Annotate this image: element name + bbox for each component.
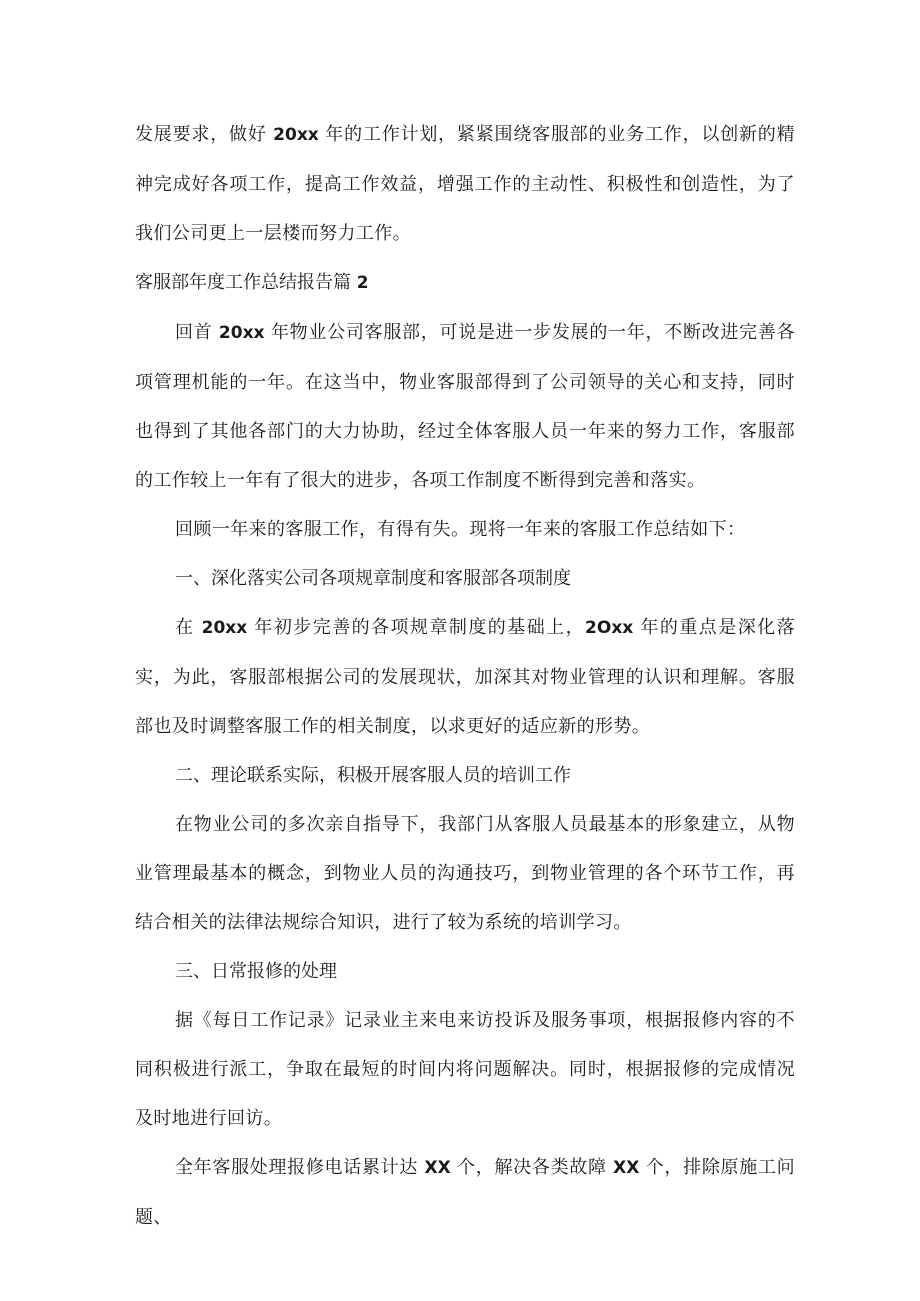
text-run: 年的工作计划，紧紧围绕客服部的业务工作，以创新的精神完成好各项工作，提高工作效益，增强工作的主动性、积极性和创造性，为了我们公司更上一层楼而努力工作。: [135, 124, 796, 244]
section-title-text: 客服部年度工作总结报告篇: [135, 272, 357, 293]
heading-3: 三、日常报修的处理: [175, 961, 337, 982]
section-number: 2: [356, 273, 369, 293]
year-text: 20xx: [273, 125, 319, 145]
year-text: 2Oxx: [585, 618, 634, 638]
heading-1: 一、深化落实公司各项规章制度和客服部各项制度: [175, 568, 571, 589]
paragraph-2: 在物业公司的多次亲自指导下，我部门从客服人员最基本的形象建立，从物业管理最基本的概念，到物业人员的沟通技巧，到物业管理的各个环节工作，再结合相关的法律法规综合知识，进行了较为系统的培训学习。: [135, 814, 795, 933]
paragraph-3: 据《每日工作记录》记录业主来电来访投诉及服务事项，根据报修内容的不同积极进行派工，争取在最短的时间内将问题解决。同时，根据报修的完成情况及时地进行回访。: [135, 1010, 795, 1129]
text-run: 回首: [175, 322, 219, 343]
text-run: 个，解决各类故障: [450, 1157, 614, 1178]
text-run: 个，排除原施工问题、: [135, 1157, 795, 1228]
text-run: 年的重点是深化落实，为此，客服部根据公司的发展现状，加深其对物业管理的认识和理解。客服部也及时调整客服工作的相关制度，以求更好的适应新的形势。: [135, 617, 795, 737]
paragraph-1: [135, 603, 795, 751]
count-text: XX: [613, 1158, 640, 1178]
year-text: 20xx: [201, 618, 248, 638]
text-run: 年初步完善的各项规章制度的基础上，: [247, 617, 586, 638]
text-run: 全年客服处理报修电话累计达: [175, 1157, 425, 1178]
text-run: 在: [175, 617, 202, 638]
text-run: 发展要求，做好: [135, 124, 274, 145]
section-title: [135, 258, 795, 308]
document-body: [135, 110, 795, 1242]
heading-2: 二、理论联系实际，积极开展客服人员的培训工作: [175, 765, 571, 786]
year-text: 20xx: [218, 323, 265, 343]
paragraph-review: [135, 308, 795, 505]
paragraph-4: [135, 1143, 795, 1242]
paragraph-intro: [135, 110, 795, 258]
count-text: XX: [424, 1158, 451, 1178]
text-run: 年物业公司客服部，可说是进一步发展的一年，不断改进完善各项管理机能的一年。在这当中，物业客服部得到了公司领导的关心和支持，同时也得到了其他各部门的大力协助，经过全体客服人员一年来的努力工作，客服部的工作较上一年有了很大的进步，各项工作制度不断得到完善和落实。: [135, 322, 795, 491]
paragraph-summary-intro: 回顾一年来的客服工作，有得有失。现将一年来的客服工作总结如下：: [175, 519, 746, 540]
